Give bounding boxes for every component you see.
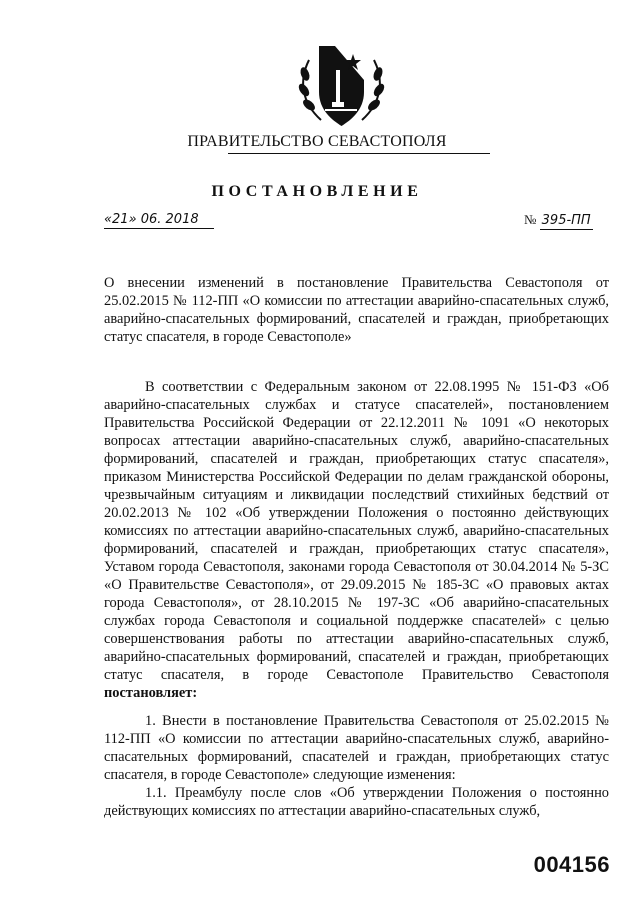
document-number-line	[524, 212, 604, 228]
preamble-paragraph	[104, 378, 609, 702]
government-name: ПРАВИТЕЛЬСТВО СЕВАСТОПОЛЯ	[187, 133, 447, 150]
document-title: О внесении изменений в постановление Правительства Севастополя от 25.02.2015 № 112-ПП «О комиссии по аттестации аварийно-спасательных служб, аварийно-спасательных формирований, спасателей и граждан, приобретающих статус спасателя, в городе Севастополе»	[104, 275, 609, 345]
document-type: ПОСТАНОВЛЕНИЕ	[211, 183, 423, 200]
document-date: «21» 06. 2018	[104, 212, 214, 229]
item-1-1-paragraph: 1.1. Преамбулу после слов «Об утверждении Положения о постоянно действующих комиссиях по аттестации аварийно-спасательных служб,	[104, 785, 609, 819]
serial-number: 004156	[533, 852, 610, 877]
preamble-text: В соответствии с Федеральным законом от 22.08.1995 № 151-ФЗ «Об аварийно-спасательных службах и статусе спасателей», постановлением Правительства Российской Федерации от 22.12.2011 № 1091 «О некоторых вопросах аттестации аварийно-спасательных служб, аварийно-спасательных формирований, спасателей и граждан, приобретающих статус спасателя», приказом Министерства Российской Федерации по делам гражданской обороны, чрезвычайным ситуациям и ликвидации последствий стихийных бедствий от 20.02.2013 № 102 «Об утверждении Положения о постоянно действующих комиссиях по аттестации аварийно-спасательных служб, аварийно-спасательных формирований, спасателей и граждан, приобретающих статус спасателя», Уставом города Севастополя, законами города Севастополя от 30.04.2014 № 5-ЗС «О Правительстве Севастополя», от 29.09.2015 № 185-ЗС «О правовых актах города Севастополя», от 28.10.2015 № 197-ЗС «Об аварийно-спасательных службах города Севастополя и социальной поддержке спасателей» с целью совершенствования работы по аттестации аварийно-спасательных служб, аварийно-спасательных формирований, спасателей и граждан, приобретающих статус спасателя, в городе Севастополе Правительство Севастополя	[104, 379, 609, 683]
decree-colon: :	[192, 685, 198, 701]
number-prefix: №	[524, 212, 537, 227]
item-1-paragraph: 1. Внести в постановление Правительства Севастополя от 25.02.2015 № 112-ПП «О комиссии по аттестации аварийно-спасательных служб, аварийно-спасательных формирований, спасателей и граждан, приобретающих статус спасателя, в городе Севастополе» следующие изменения:	[104, 713, 609, 783]
document-body	[104, 378, 609, 820]
document-number: 395-ПП	[541, 213, 591, 228]
government-name-underline	[228, 153, 490, 154]
decree-word: постановляет	[104, 685, 193, 701]
coat-of-arms-icon	[295, 40, 388, 130]
